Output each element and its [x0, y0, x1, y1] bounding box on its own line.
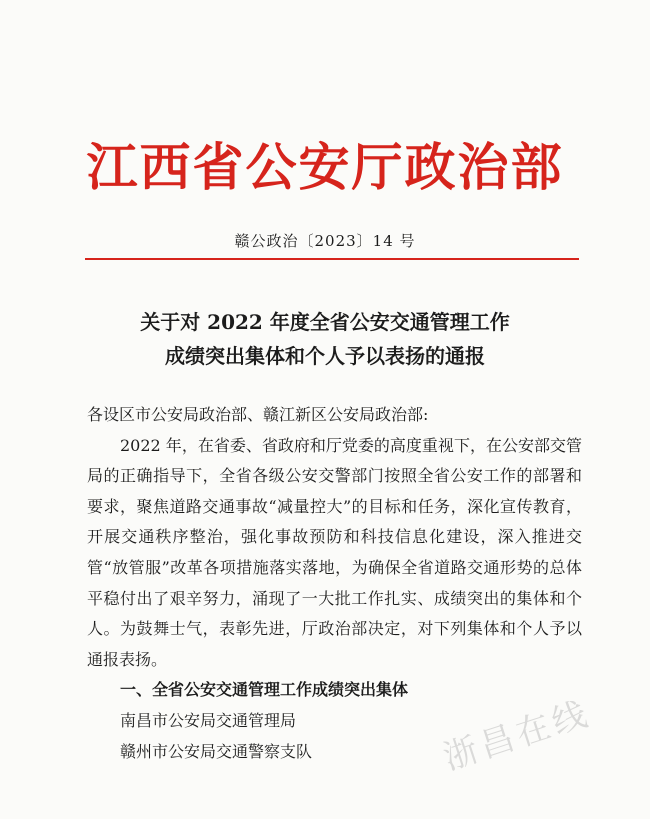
list-item: 南昌市公安局交通管理局 — [120, 710, 297, 730]
document-number: 赣公政治〔2023〕14 号 — [234, 232, 416, 250]
issuer-header: 江西省公安厅政治部 — [86, 138, 564, 198]
title-line-2: 成绩突出集体和个人予以表扬的通报 — [165, 344, 485, 368]
document-title — [0, 305, 650, 373]
title-line-1: 关于对 2022 年度全省公安交通管理工作 — [140, 310, 510, 334]
red-divider-line — [85, 258, 579, 260]
section-heading: 一、全省公安交通管理工作成绩突出集体 — [120, 680, 409, 700]
body-paragraph: 2022 年，在省委、省政府和厅党委的高度重视下，在公安部交管局的正确指导下，全省各级公安交警部门按照全省公安工作的部署和要求，聚焦道路交通事故“减量控大”的目标和任务，深化宣传教育，开展交通秩序整治，强化事故预防和科技信息化建设，深入推进交管“放管服”改革各项措施落实落地，为确保全省道路交通形势的总体平稳付出了艰辛努力，涌现了一大批工作扎实、成绩突出的集体和个人。为鼓舞士气，表彰先进，厅政治部决定，对下列集体和个人予以通报表扬。 — [87, 435, 582, 669]
watermark: 浙昌在线 — [438, 693, 596, 779]
salutation: 各设区市公安局政治部、赣江新区公安局政治部: — [87, 405, 429, 424]
list-item: 赣州市公安局交通警察支队 — [120, 741, 313, 761]
